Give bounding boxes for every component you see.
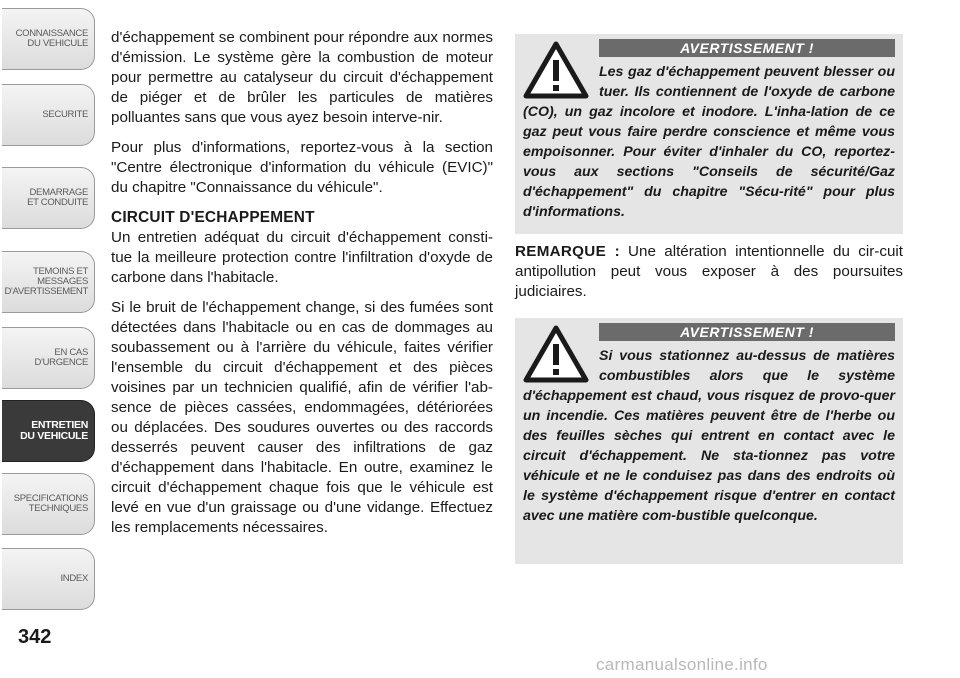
- tab-demarrage-et-conduite[interactable]: [2, 167, 95, 229]
- tab-entretien-du-vehicule[interactable]: [2, 400, 95, 462]
- right-column: [515, 34, 903, 564]
- section-heading: CIRCUIT D'ECHAPPEMENT: [111, 209, 315, 226]
- watermark: carmanualsonline.info: [596, 655, 768, 674]
- remark: [515, 242, 903, 302]
- paragraph: Pour plus d'informations, reportez-vous à la section "Centre électronique d'information du véhicule (EVIC)" du chapitre "Connaissance du véhicule".: [111, 139, 493, 196]
- tab-label: SPECIFICATIONS TECHNIQUES: [13, 493, 88, 514]
- warning-triangle-icon: [523, 41, 589, 99]
- tab-temoins-et-messages[interactable]: [2, 251, 95, 313]
- tab-en-cas-d-urgence[interactable]: [2, 327, 95, 389]
- tab-label: SECURITE: [42, 109, 88, 121]
- page-number: 342: [18, 626, 52, 648]
- warning-body: Si vous stationnez au-dessus de matières combustibles alors que le système d'échappement est chaud, vous risquez de provo-quer un incendie. Ces matières peuvent être de l'herbe ou des feuilles sèches qui entrent en contact avec le circuit d'échappement. Ne sta-tionnez pas votre véhicule et ne le conduisez pas dans des endroits où le système d'échappement risque d'entrer en contact avec une matière com-bustible quelconque.: [523, 348, 895, 524]
- warning-box: [515, 34, 903, 234]
- tab-label: TEMOINS ET MESSAGES D'AVERTISSEMENT: [4, 266, 88, 297]
- tab-connaissance-du-vehicule[interactable]: [2, 8, 95, 70]
- tab-label: ENTRETIEN DU VEHICULE: [20, 418, 88, 442]
- tab-index[interactable]: [2, 548, 95, 610]
- tab-label: EN CAS D'URGENCE: [34, 347, 88, 368]
- warning-title: AVERTISSEMENT !: [599, 323, 895, 341]
- chapter-sidebar: [0, 0, 100, 678]
- tab-label: INDEX: [60, 573, 88, 585]
- remark-text: Une altération intentionnelle du cir-cuit antipollution peut vous exposer à des poursuites judiciaires.: [515, 243, 903, 300]
- tab-securite[interactable]: [2, 84, 95, 146]
- warning-title: AVERTISSEMENT !: [599, 39, 895, 57]
- warning-box: [515, 318, 903, 564]
- paragraph: Un entretien adéquat du circuit d'échappement consti-tue la meilleure protection contre l'infiltration d'oxyde de carbone dans l'habitacle.: [111, 229, 493, 286]
- tab-specifications-techniques[interactable]: [2, 473, 95, 535]
- remark-label: REMARQUE :: [515, 243, 621, 260]
- warning-triangle-icon: [523, 325, 589, 383]
- warning-body: Les gaz d'échappement peuvent blesser ou tuer. Ils contiennent de l'oxyde de carbone (CO), un gaz incolore et inodore. L'inha-lation de ce gaz peut vous faire perdre conscience et même vous empoisonner. Pour éviter d'inhaler du CO, reportez-vous aux sections "Conseils de sécurité/Gaz d'échappement" du chapitre "Sécu-rité" pour plus d'informations.: [523, 64, 895, 220]
- left-column: [111, 28, 493, 548]
- tab-label: DEMARRAGE ET CONDUITE: [27, 187, 88, 208]
- tab-label: CONNAISSANCE DU VEHICULE: [15, 28, 88, 49]
- paragraph: Si le bruit de l'échappement change, si des fumées sont détectées dans l'habitacle ou en cas de dommages au soubassement ou à l'arrière du véhicule, faites vérifier l'ensemble du circuit d'échappement et des pièces voisines par un technicien qualifié, afin de vérifier l'ab-sence de pièces cassées, endommagées, détériorées ou déplacées. Des soudures ouvertes ou des raccords desserrés peuvent causer des infiltrations de gaz d'échappement dans l'habitacle. En outre, examinez le circuit d'échappement chaque fois que le véhicule est levé en vue d'un graissage ou d'une vidange. Effectuez les remplacements nécessaires.: [111, 299, 493, 536]
- paragraph: d'échappement se combinent pour répondre aux normes d'émission. Le système gère la combustion de moteur pour permettre au catalyseur du circuit d'échappement de piéger et de brûler les particules de matières polluantes sans que vous ayez besoin interve-nir.: [111, 29, 493, 126]
